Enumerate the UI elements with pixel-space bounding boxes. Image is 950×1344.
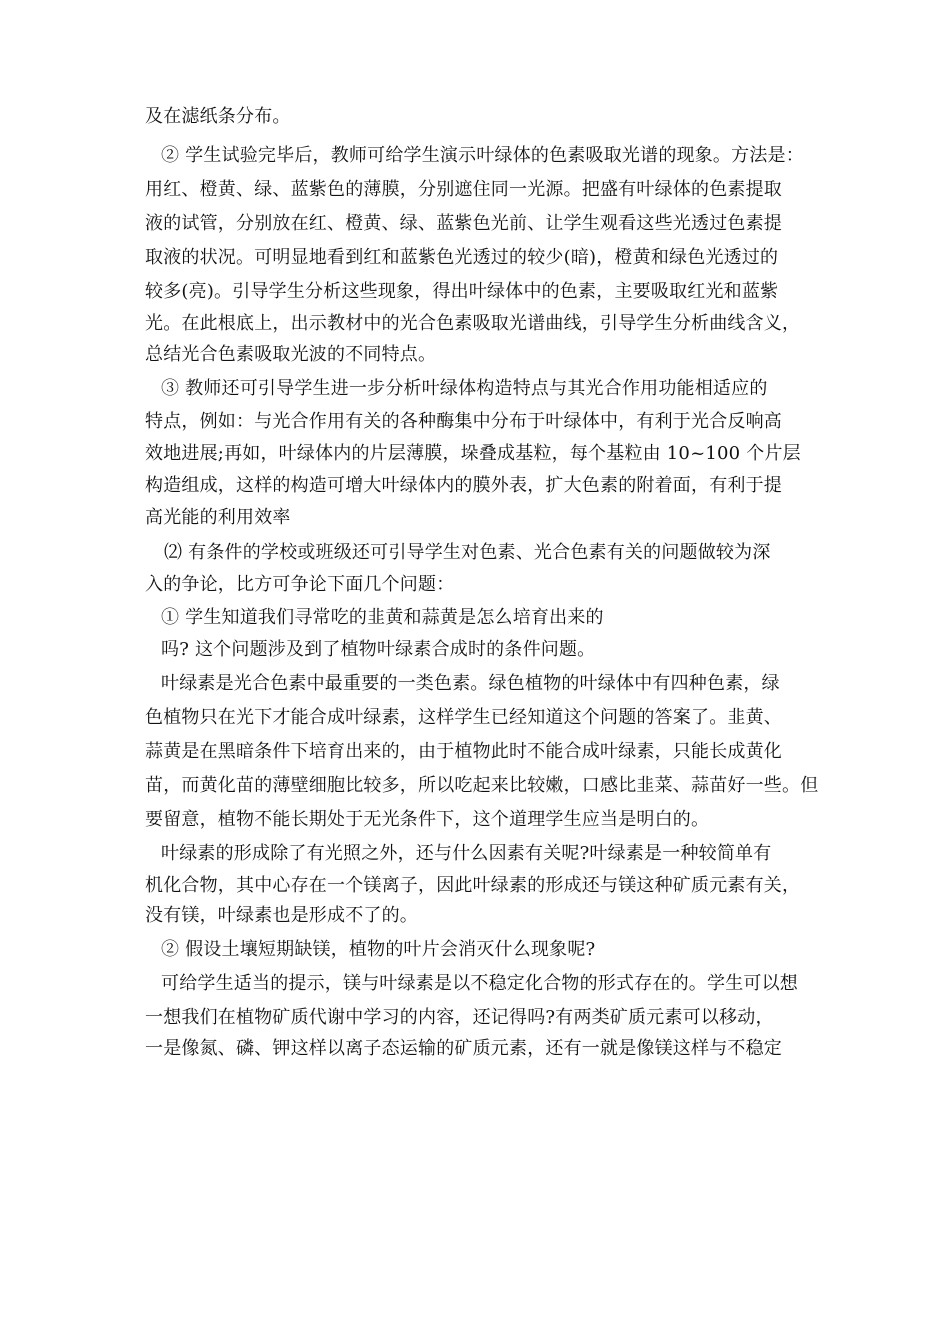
text-line: ① 学生知道我们寻常吃的韭黄和蒜黄是怎么培育出来的 (161, 607, 604, 628)
text-line: 用红、橙黄、绿、蓝紫色的薄膜，分别遮住同一光源。把盛有叶绿体的色素提取 (145, 179, 782, 200)
text-line: 苗，而黄化苗的薄壁细胞比较多，所以吃起来比较嫩，口感比韭菜、蒜苗好一些。但 (145, 775, 819, 796)
text-line: 吗? 这个问题涉及到了植物叶绿素合成时的条件问题。 (161, 639, 596, 660)
text-line: 叶绿素的形成除了有光照之外，还与什么因素有关呢?叶绿素是一种较简单有 (161, 843, 772, 864)
text-line: 机化合物，其中心存在一个镁离子，因此叶绿素的形成还与镁这种矿质元素有关， (145, 875, 801, 896)
text-line: 较多(亮)。引导学生分析这些现象，得出叶绿体中的色素，主要吸取红光和蓝紫 (145, 281, 779, 302)
text-line: 光。在此根底上，出示教材中的光合色素吸取光谱曲线，引导学生分析曲线含义， (145, 313, 801, 334)
text-line: 可给学生适当的提示，镁与叶绿素是以不稳定化合物的形式存在的。学生可以想 (161, 973, 798, 994)
text-line: 高光能的利用效率 (145, 507, 291, 528)
text-line: 色植物只在光下才能合成叶绿素，这样学生已经知道这个问题的答案了。韭黄、 (145, 707, 782, 728)
text-line: 及在滤纸条分布。 (145, 106, 291, 127)
text-line: 效地进展;再如，叶绿体内的片层薄膜，垛叠成基粒，每个基粒由 10~100 个片层 (145, 443, 801, 464)
text-line: 叶绿素是光合色素中最重要的一类色素。绿色植物的叶绿体中有四种色素，绿 (161, 673, 780, 694)
text-line: 入的争论，比方可争论下面几个问题： (145, 574, 455, 595)
text-line: 要留意，植物不能长期处于无光条件下，这个道理学生应当是明白的。 (145, 809, 710, 830)
text-line: 一想我们在植物矿质代谢中学习的内容，还记得吗?有两类矿质元素可以移动， (145, 1007, 774, 1028)
text-line: 构造组成，这样的构造可增大叶绿体内的膜外表，扩大色素的附着面，有利于提 (145, 475, 782, 496)
text-line: ③ 教师还可引导学生进一步分析叶绿体构造特点与其光合作用功能相适应的 (161, 378, 768, 399)
text-line: 没有镁，叶绿素也是形成不了的。 (145, 905, 418, 926)
text-line: 取液的状况。可明显地看到红和蓝紫色光透过的较少(暗)，橙黄和绿色光透过的 (145, 247, 779, 268)
text-line: 特点，例如：与光合作用有关的各种酶集中分布于叶绿体中，有利于光合反响高 (145, 411, 782, 432)
text-line: 蒜黄是在黑暗条件下培育出来的，由于植物此时不能合成叶绿素，只能长成黄化 (145, 741, 782, 762)
text-line: 液的试管，分别放在红、橙黄、绿、蓝紫色光前、让学生观看这些光透过色素提 (145, 213, 782, 234)
text-line: 一是像氮、磷、钾这样以离子态运输的矿质元素，还有一就是像镁这样与不稳定 (145, 1038, 782, 1059)
text-line: ② 学生试验完毕后，教师可给学生演示叶绿体的色素吸取光谱的现象。方法是： (161, 145, 804, 166)
text-line: ② 假设土壤短期缺镁，植物的叶片会消灭什么现象呢? (161, 939, 596, 960)
text-line: 总结光合色素吸取光波的不同特点。 (145, 344, 437, 365)
text-line: ⑵ 有条件的学校或班级还可引导学生对色素、光合色素有关的问题做较为深 (164, 542, 771, 563)
